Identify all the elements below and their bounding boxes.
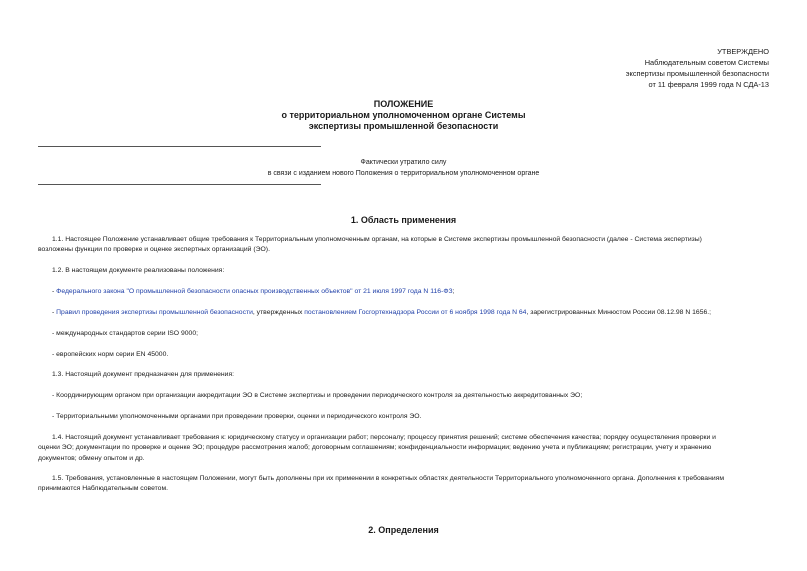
list-item-coord: - Координирующим органом при организации аккредитации ЭО в Системе экспертизы и проведении периодического контроля за деятельностью аккредитованных ЭО; — [52, 392, 583, 399]
list-prefix: - — [52, 288, 57, 295]
paragraph-1-5 — [38, 474, 769, 495]
paragraph-1-4 — [38, 433, 769, 464]
paragraph-text: оценки ЭО; документации по проверке и оценке ЭО; процедуре рассмотрения жалоб; договорным соглашениям; конфиденциальности информации; ведению учета и публикациям; регистрации, учету и хранению — [38, 444, 712, 452]
title-line: экспертизы промышленной безопасности — [308, 121, 499, 131]
list-suffix: ; — [452, 288, 455, 295]
paragraph-1-2: 1.2. В настоящем документе реализованы положения: — [52, 267, 225, 274]
paragraph-1-1 — [38, 235, 769, 256]
divider — [38, 184, 321, 185]
title-line: о территориальном уполномоченном органе Системы — [281, 110, 526, 120]
document-title — [0, 99, 807, 132]
list-item-rules — [52, 308, 769, 318]
list-suffix: , зарегистрированных Минюстом России 08.12.98 N 1656.; — [526, 309, 712, 316]
approval-block — [626, 46, 769, 90]
status-line: в связи с изданием нового Положения о территориальном уполномоченном органе — [267, 170, 540, 177]
resolution-link[interactable]: постановлением Госгортехнадзора России от 6 ноября 1998 года N 64 — [304, 309, 527, 316]
divider — [38, 146, 321, 147]
list-prefix: - — [52, 309, 57, 316]
paragraph-text: возложены функции по проверке и оценке экспертных организаций (ЭО). — [38, 246, 270, 254]
approval-line: от 11 февраля 1999 года N СДА-13 — [648, 80, 769, 89]
list-text: , утвержденных — [252, 309, 305, 316]
paragraph-text: 1.4. Настоящий документ устанавливает требования к: юридическому статусу и организации работ; персоналу; процессу принятия решений; системе обеспечения качества; порядку осуществления проверки и — [52, 434, 716, 441]
status-line: Фактически утратило силу — [360, 159, 447, 166]
rules-link[interactable]: Правил проведения экспертизы промышленной безопасности — [56, 309, 253, 316]
paragraph-text: принимаются Наблюдательным советом. — [38, 485, 169, 493]
paragraph-1-3: 1.3. Настоящий документ предназначен для применения: — [52, 371, 235, 378]
approval-line: экспертизы промышленной безопасности — [625, 69, 769, 78]
status-note — [0, 157, 807, 179]
list-item-terr: - Территориальными уполномоченными органами при проведении проверки, оценки и периодического контроля ЭО. — [52, 413, 422, 420]
approval-line: УТВЕРЖДЕНО — [717, 47, 769, 56]
section-heading: 1. Область применения — [350, 215, 457, 225]
title-line: ПОЛОЖЕНИЕ — [373, 99, 434, 109]
section-heading: 2. Определения — [368, 525, 439, 535]
paragraph-text: 1.1. Настоящее Положение устанавливает общие требования к Территориальным уполномоченным органам, на которые в Системе экспертизы промышленной безопасности (далее - Система экспертизы) — [52, 236, 702, 243]
paragraph-text: документов; обмену опытом и др. — [38, 454, 145, 462]
list-item-iso: - международных стандартов серии ISO 9000; — [52, 330, 198, 337]
list-item-law — [52, 287, 769, 297]
approval-line: Наблюдательным советом Системы — [644, 58, 769, 67]
law-link[interactable]: Федерального закона "О промышленной безопасности опасных производственных объектов" от 21 июля 1997 года N 116-ФЗ — [56, 288, 453, 295]
paragraph-text: 1.5. Требования, установленные в настоящем Положении, могут быть дополнены при их применении в конкретных областях деятельности Территориального уполномоченного органа. Дополнения к требованиям — [52, 475, 724, 482]
list-item-en: - европейских норм серии EN 45000. — [52, 351, 169, 358]
